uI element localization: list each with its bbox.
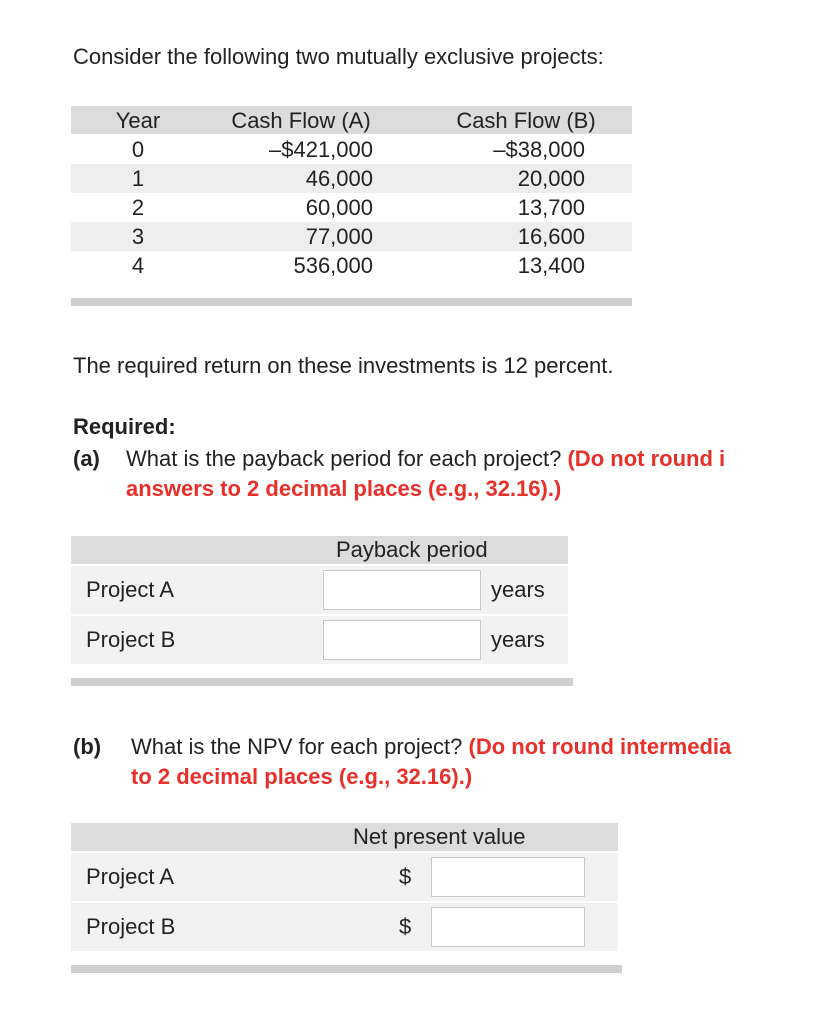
dollar-sign: $ <box>399 864 412 889</box>
project-b-label: Project B <box>86 627 176 652</box>
year-cell: 3 <box>131 224 145 249</box>
cash-flow-a-cell: 536,000 <box>293 253 373 278</box>
part-b-question-line1 <box>131 734 731 760</box>
year-cell: 1 <box>131 166 145 191</box>
intro-text: Consider the following two mutually exclusive projects: <box>73 44 604 69</box>
dollar-sign: $ <box>399 914 412 939</box>
project-a-label: Project A <box>86 577 175 602</box>
years-unit: years <box>491 627 545 652</box>
part-b-instruction-line2: to 2 decimal places (e.g., 32.16).) <box>131 764 473 789</box>
table-row <box>71 566 568 614</box>
cash-flow-table <box>71 106 632 306</box>
table-footer-bar <box>71 678 573 686</box>
table-footer-bar <box>71 965 622 973</box>
project-a-label: Project A <box>86 864 175 889</box>
header-cash-flow-a: Cash Flow (A) <box>231 108 371 133</box>
payback-period-header: Payback period <box>336 537 488 562</box>
years-unit: years <box>491 577 545 602</box>
cash-flow-a-cell: –$421,000 <box>269 137 373 162</box>
project-a-npv-input[interactable] <box>431 857 585 897</box>
npv-table <box>71 823 622 975</box>
table-header <box>71 536 568 564</box>
year-cell: 4 <box>131 253 145 278</box>
part-a-instruction: (Do not round i <box>567 446 726 471</box>
cash-flow-a-cell: 77,000 <box>305 224 373 249</box>
required-return-text: The required return on these investments is 12 percent. <box>73 353 614 378</box>
part-b-instruction: (Do not round intermedia <box>468 734 732 759</box>
table-row <box>71 616 568 664</box>
part-b-question: What is the NPV for each project? <box>131 734 463 759</box>
project-a-payback-input[interactable] <box>323 570 481 610</box>
cash-flow-a-cell: 46,000 <box>305 166 373 191</box>
table-footer-bar <box>71 298 632 306</box>
cash-flow-b-cell: –$38,000 <box>493 137 585 162</box>
required-heading: Required: <box>73 414 176 439</box>
cash-flow-b-cell: 20,000 <box>517 166 585 191</box>
part-a-question-line1 <box>126 446 725 472</box>
table-row <box>71 853 618 901</box>
table-row <box>71 903 618 951</box>
part-a-question: What is the payback period for each project? <box>126 446 562 471</box>
npv-header: Net present value <box>353 824 526 849</box>
table-header <box>71 823 618 851</box>
header-cash-flow-b: Cash Flow (B) <box>456 108 596 133</box>
header-year: Year <box>115 108 161 133</box>
cash-flow-b-cell: 13,700 <box>517 195 585 220</box>
cash-flow-a-cell: 60,000 <box>305 195 373 220</box>
cash-flow-b-cell: 13,400 <box>517 253 585 278</box>
project-b-payback-input[interactable] <box>323 620 481 660</box>
payback-period-table <box>71 536 571 688</box>
year-cell: 2 <box>131 195 145 220</box>
project-b-npv-input[interactable] <box>431 907 585 947</box>
part-a-label: (a) <box>73 446 100 471</box>
year-cell: 0 <box>131 137 145 162</box>
project-b-label: Project B <box>86 914 176 939</box>
part-a-instruction-line2: answers to 2 decimal places (e.g., 32.16).) <box>126 476 562 501</box>
part-b-label: (b) <box>73 734 102 759</box>
cash-flow-b-cell: 16,600 <box>517 224 585 249</box>
